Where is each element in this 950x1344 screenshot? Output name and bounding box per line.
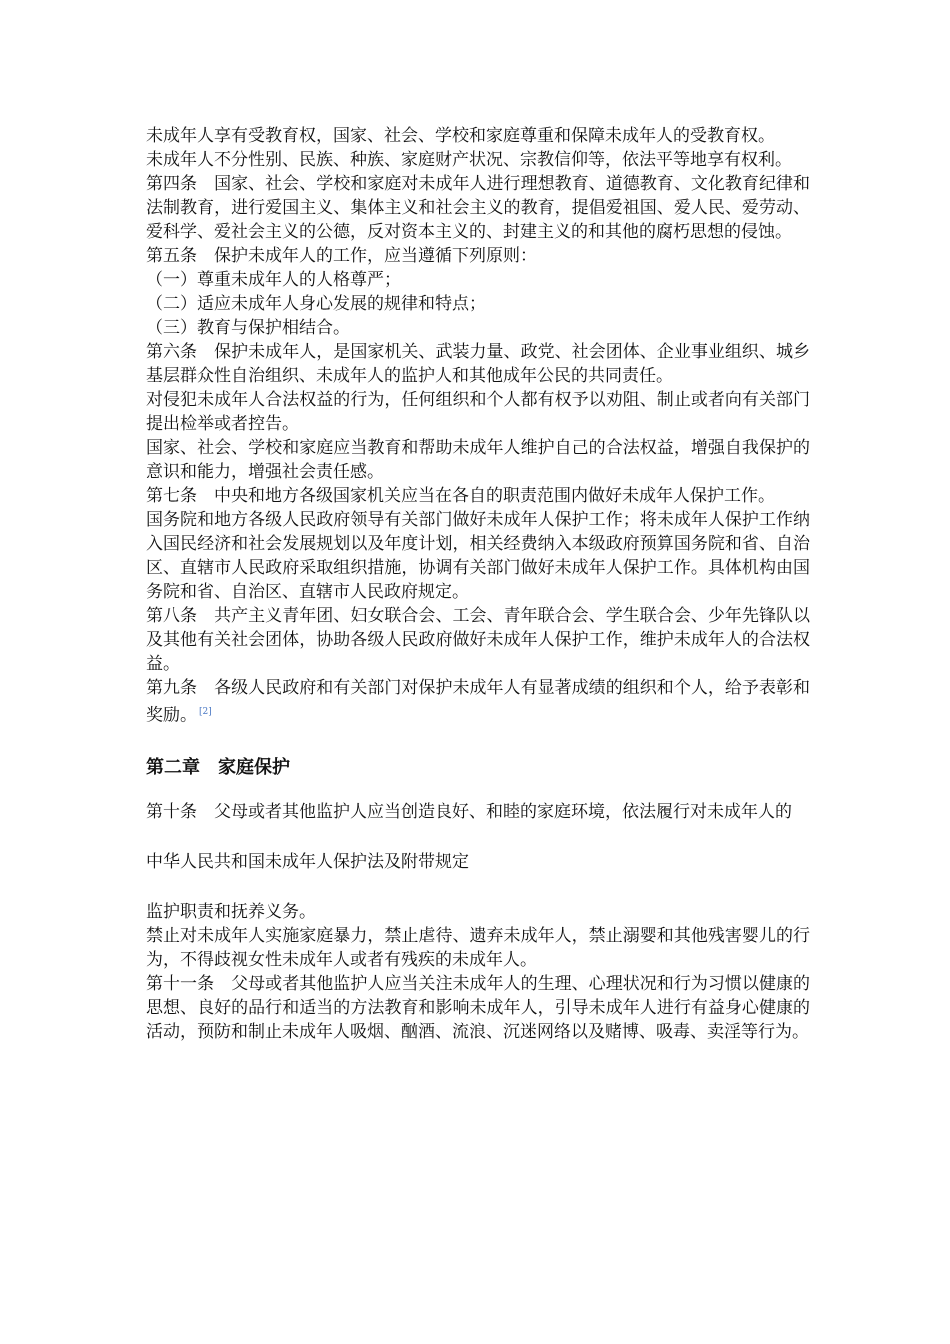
paragraph: 未成年人享有受教育权，国家、社会、学校和家庭尊重和保障未成年人的受教育权。 (146, 126, 775, 146)
page-header-text: 中华人民共和国未成年人保护法及附带规定 (146, 851, 469, 872)
article-7: 第七条 中央和地方各级国家机关应当在各自的职责范围内做好未成年人保护工作。 (146, 486, 775, 506)
article-6: 第六条 保护未成年人，是国家机关、武装力量、政党、社会团体、企业事业组织、城乡基层群众性自治组织、未成年人的监护人和其他成年公民的共同责任。 (146, 342, 810, 386)
paragraph: 未成年人不分性别、民族、种族、家庭财产状况、宗教信仰等，依法平等地享有权利。 (146, 150, 792, 170)
document-page (146, 124, 810, 1044)
paragraph: 国家、社会、学校和家庭应当教育和帮助未成年人维护自己的合法权益，增强自我保护的意识和能力，增强社会责任感。 (146, 438, 810, 482)
article-9 (146, 676, 810, 728)
principle-item: （二）适应未成年人身心发展的规律和特点； (146, 294, 486, 314)
article-9-text: 第九条 各级人民政府和有关部门对保护未成年人有显著成绩的组织和个人，给予表彰和奖励。 (146, 678, 810, 726)
paragraph: 国务院和地方各级人民政府领导有关部门做好未成年人保护工作；将未成年人保护工作纳入国民经济和社会发展规划以及年度计划，相关经费纳入本级政府预算国务院和省、自治区、直辖市人民政府采取组织措施，协调有关部门做好未成年人保护工作。具体机构由国务院和省、自治区、直辖市人民政府规定。 (146, 510, 810, 602)
article-11: 第十一条 父母或者其他监护人应当关注未成年人的生理、心理状况和行为习惯以健康的思想、良好的品行和适当的方法教育和影响未成年人，引导未成年人进行有益身心健康的活动，预防和制止未成年人吸烟、酗酒、流浪、沉迷网络以及赌博、吸毒、卖淫等行为。 (146, 973, 810, 1042)
principle-item: （三）教育与保护相结合。 (146, 318, 350, 338)
paragraph: 监护职责和抚养义务。 (146, 901, 316, 922)
article-10: 第十条 父母或者其他监护人应当创造良好、和睦的家庭环境，依法履行对未成年人的 (146, 801, 792, 822)
paragraph: 禁止对未成年人实施家庭暴力，禁止虐待、遗弃未成年人，禁止溺婴和其他残害婴儿的行为，不得歧视女性未成年人或者有残疾的未成年人。 (146, 925, 810, 970)
paragraph: 对侵犯未成年人合法权益的行为，任何组织和个人都有权予以劝阻、制止或者向有关部门提出检举或者控告。 (146, 390, 810, 434)
article-8: 第八条 共产主义青年团、妇女联合会、工会、青年联合会、学生联合会、少年先锋队以及其他有关社会团体，协助各级人民政府做好未成年人保护工作，维护未成年人的合法权益。 (146, 606, 810, 674)
chapter-title: 第二章 家庭保护 (146, 756, 290, 778)
article-5: 第五条 保护未成年人的工作，应当遵循下列原则： (146, 246, 537, 266)
article-4: 第四条 国家、社会、学校和家庭对未成年人进行理想教育、道德教育、文化教育纪律和法制教育，进行爱国主义、集体主义和社会主义的教育，提倡爱祖国、爱人民、爱劳动、爱科学、爱社会主义的公德，反对资本主义的、封建主义的和其他的腐朽思想的侵蚀。 (146, 174, 810, 242)
reference-link[interactable]: [2] (199, 707, 212, 717)
principle-item: （一）尊重未成年人的人格尊严； (146, 270, 401, 290)
